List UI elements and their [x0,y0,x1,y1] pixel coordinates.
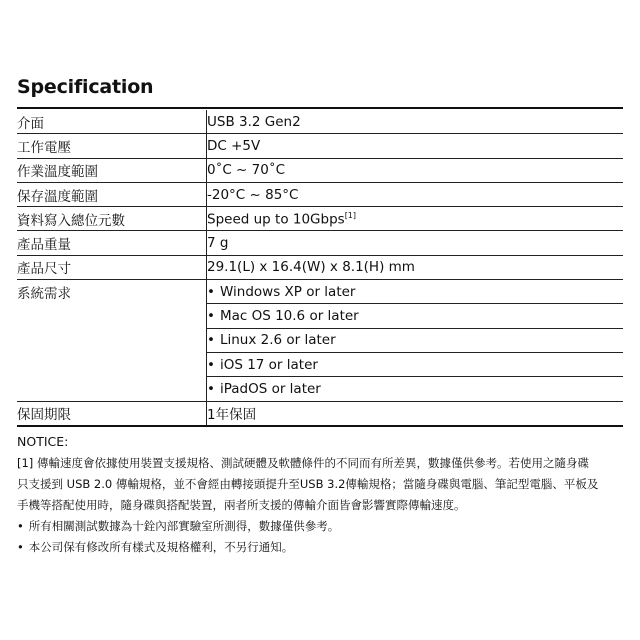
notice-section [17,431,627,558]
speed-text: Speed up to 10Gbps [207,211,345,228]
row-label: 保固期限 [17,401,207,426]
os-item [207,328,624,352]
row-value: 1年保固 [207,401,624,426]
row-value: USB 3.2 Gen2 [207,110,624,134]
top-rule [17,107,623,109]
notice-bullet [17,537,627,558]
row-value: DC +5V [207,134,624,158]
table-row [17,401,623,426]
os-item [207,377,624,401]
row-label: 產品尺寸 [17,255,207,279]
row-label: 作業溫度範圍 [17,158,207,182]
row-value: -20°C ~ 85°C [207,182,624,206]
row-value: 7 g [207,231,624,255]
os-item [207,352,624,376]
notice-bullet-text: • 所有相關測試數據為十銓內部實驗室所測得，數據僅供參考。 [17,519,339,533]
os-item-text: • iOS 17 or later [207,357,318,373]
row-value: 0˚C ~ 70˚C [207,158,624,182]
row-label: 保存溫度範圍 [17,182,207,206]
notice-bullet [17,516,627,537]
row-value [207,207,624,231]
spec-title: Specification [17,76,154,98]
notice-line: [1] 傳輸速度會依據使用裝置支援規格、測試硬體及軟體條件的不同而有所差異，數據僅供參考。若使用之隨身碟 [17,456,589,470]
notice-line: 手機等搭配使用時，隨身碟與搭配裝置，兩者所支援的傳輸介面皆會影響實際傳輸速度。 [17,498,466,512]
table-row [17,352,623,376]
os-item-text: • Windows XP or later [207,284,355,300]
row-value: 29.1(L) x 16.4(W) x 8.1(H) mm [207,255,624,279]
os-item-text: • Mac OS 10.6 or later [207,308,359,324]
os-item-text: • Linux 2.6 or later [207,332,336,348]
table-row [17,255,623,279]
row-label: 介面 [17,110,207,134]
row-label: 系統需求 [17,280,207,304]
notice-line: 只支援到 USB 2.0 傳輸規格，並不會經由轉接頭提升至USB 3.2傳輸規格；當隨身碟與電腦、筆記型電腦、平板及 [17,477,599,491]
row-label: 資料寫入總位元數 [17,207,207,231]
table-row [17,207,623,231]
table-row [17,158,623,182]
os-item-text: • iPadOS or later [207,381,321,397]
os-item [207,280,624,304]
row-label: 產品重量 [17,231,207,255]
table-row [17,231,623,255]
row-label: 工作電壓 [17,134,207,158]
table-row [17,328,623,352]
notice-bullet-text: • 本公司保有修改所有樣式及規格權利，不另行通知。 [17,540,293,554]
notice-heading: NOTICE: [17,434,69,449]
table-row [17,110,623,134]
table-row [17,377,623,401]
footnote-ref: [1] [344,210,357,220]
spec-table [17,110,623,427]
table-row [17,304,623,328]
table-row [17,134,623,158]
table-row [17,182,623,206]
os-item [207,304,624,328]
table-row [17,280,623,304]
